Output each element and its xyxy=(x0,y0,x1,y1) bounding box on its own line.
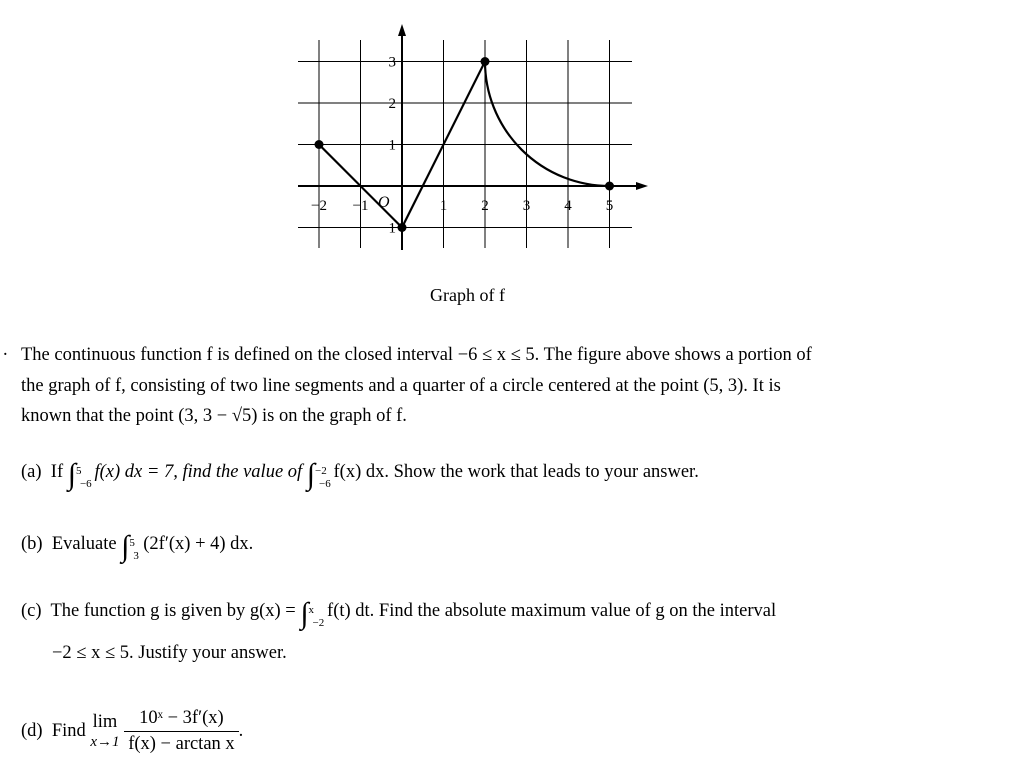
x-tick-label: −2 xyxy=(311,198,327,214)
y-tick-label: 1 xyxy=(388,137,396,154)
y-axis-arrow xyxy=(398,24,406,36)
y-tick-label: 2 xyxy=(388,96,396,112)
data-point xyxy=(605,182,614,191)
part-b: (b) Evaluate ∫ 5 3 (2f′(x) + 4) dx. xyxy=(21,530,254,563)
intro-line-2: the graph of f, consisting of two line segments and a quarter of a circle centered at the point (5, 3). It is xyxy=(21,375,781,396)
y-tick-label: −1 xyxy=(380,220,396,237)
quarter-circle-arc xyxy=(485,62,610,187)
intro-line-1: The continuous function f is defined on the closed interval −6 ≤ x ≤ 5. The figure above shows a portion of xyxy=(21,345,812,365)
y-tick-label: 3 xyxy=(388,54,396,71)
problem-number: . xyxy=(3,340,8,360)
x-tick-label: −1 xyxy=(352,198,369,214)
origin-label: O xyxy=(378,194,390,211)
data-point xyxy=(481,57,490,66)
graph-of-f xyxy=(0,0,700,280)
data-point xyxy=(398,223,407,232)
x-axis-arrow xyxy=(636,182,648,190)
grid-lines xyxy=(298,40,632,248)
part-a: (a) If ∫ 5 −6 f(x) dx = 7, find the value of ∫ −2 −6 f(x) dx. Show the work that leads to your answer. xyxy=(21,458,699,491)
part-d: (d) Find lim x→1 $\frac{\text{10ˣ − 3f′(x)}}{\text{f(x) − arctan x}}$ . xyxy=(21,708,244,754)
figure-caption: Graph of f xyxy=(430,285,505,305)
part-c-line-2: −2 ≤ x ≤ 5. Justify your answer. xyxy=(52,643,287,663)
axes xyxy=(298,24,648,250)
part-c: (c) The function g is given by g(x) = ∫ x −2 f(t) dt. Find the absolute maximum value of g on the interval xyxy=(21,597,777,630)
x-tick-label: 2 xyxy=(481,198,489,214)
intro-line-3: known that the point (3, 3 − √5) is on the graph of f. xyxy=(21,406,407,426)
data-point xyxy=(315,140,324,149)
x-tick-label: 1 xyxy=(439,198,448,214)
x-tick-label: 5 xyxy=(605,198,614,214)
x-tick-label: 3 xyxy=(522,198,531,214)
x-tick-label: 4 xyxy=(564,198,572,214)
problem-intro xyxy=(21,340,981,432)
